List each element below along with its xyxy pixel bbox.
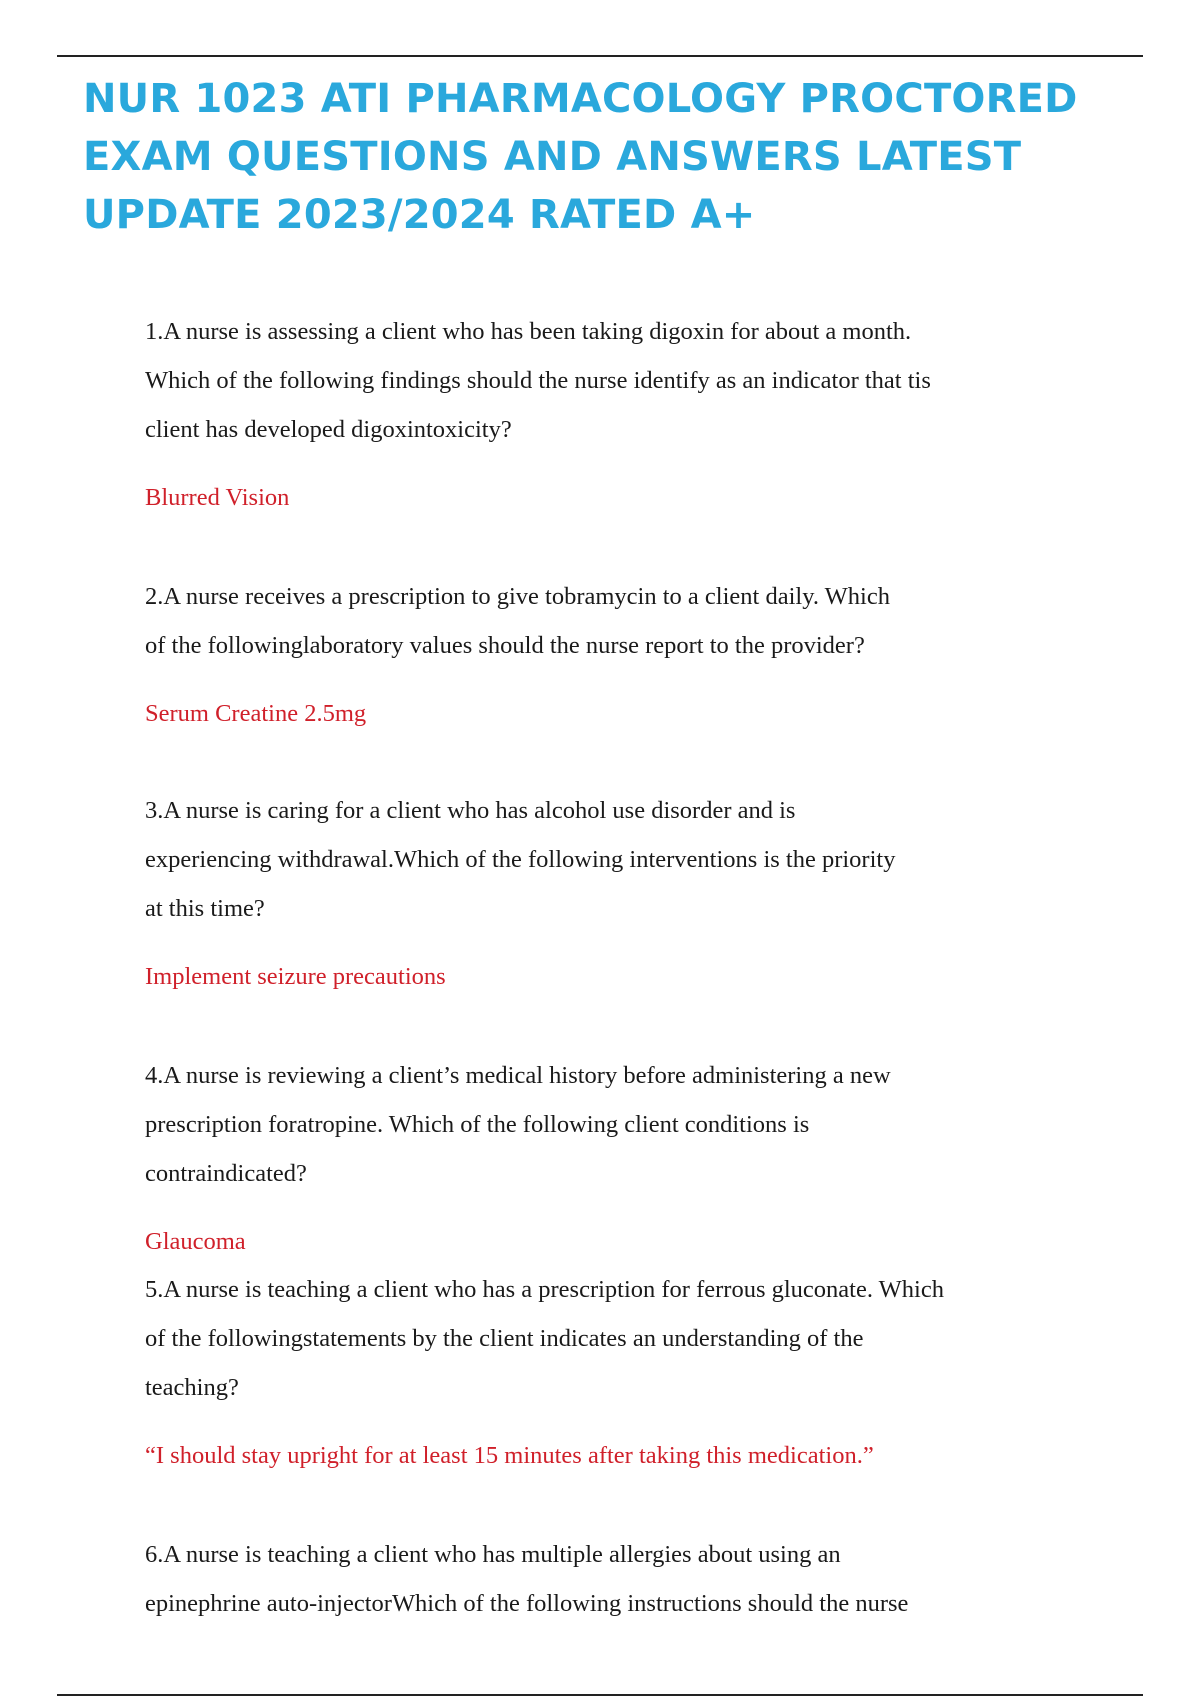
question-4-line-3: contraindicated? [145, 1160, 307, 1187]
question-1-line-3: client has developed digoxintoxicity? [145, 416, 512, 443]
question-4-line-1: 4.A nurse is reviewing a client’s medical history before administering a new [145, 1062, 891, 1089]
question-1-line-2: Which of the following findings should the nurse identify as an indicator that tis [145, 367, 931, 394]
question-5-line-2: of the followingstatements by the client indicates an understanding of the [145, 1325, 864, 1352]
question-5-line-1: 5.A nurse is teaching a client who has a prescription for ferrous gluconate. Which [145, 1276, 944, 1303]
question-2-line-1: 2.A nurse receives a prescription to give tobramycin to a client daily. Which [145, 583, 890, 610]
title-line-1: NUR 1023 ATI PHARMACOLOGY PROCTORED [83, 76, 1078, 122]
question-3-line-1: 3.A nurse is caring for a client who has alcohol use disorder and is [145, 797, 796, 824]
answer-5: “I should stay upright for at least 15 minutes after taking this medication.” [145, 1442, 874, 1469]
question-6-line-2: epinephrine auto-injectorWhich of the following instructions should the nurse [145, 1590, 909, 1617]
question-6-line-1: 6.A nurse is teaching a client who has multiple allergies about using an [145, 1541, 841, 1568]
question-3-line-2: experiencing withdrawal.Which of the following interventions is the priority [145, 846, 896, 873]
question-4-line-2: prescription foratropine. Which of the following client conditions is [145, 1111, 810, 1138]
answer-2: Serum Creatine 2.5mg [145, 700, 367, 727]
question-2-line-2: of the followinglaboratory values should the nurse report to the provider? [145, 632, 865, 659]
document-title [83, 70, 1163, 244]
top-rule [57, 55, 1143, 57]
title-line-3: UPDATE 2023/2024 RATED A+ [83, 192, 756, 238]
question-3-line-3: at this time? [145, 895, 265, 922]
title-line-2: EXAM QUESTIONS AND ANSWERS LATEST [83, 134, 1022, 180]
answer-3: Implement seizure precautions [145, 963, 446, 990]
question-1-line-1: 1.A nurse is assessing a client who has been taking digoxin for about a month. [145, 318, 912, 345]
bottom-rule [57, 1694, 1143, 1696]
question-5-line-3: teaching? [145, 1374, 239, 1401]
answer-1: Blurred Vision [145, 484, 290, 511]
answer-4: Glaucoma [145, 1228, 246, 1255]
